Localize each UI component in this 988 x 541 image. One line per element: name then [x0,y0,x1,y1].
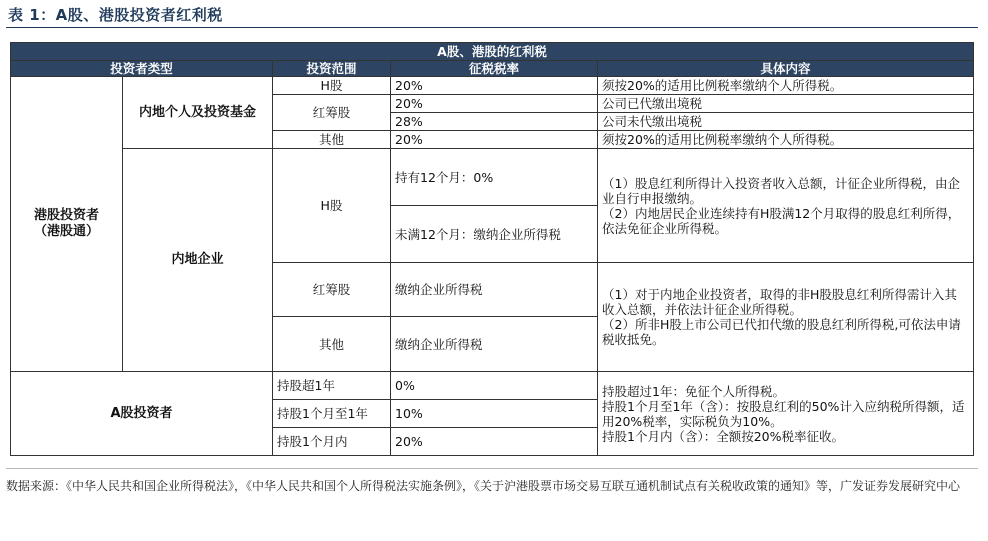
rate-cell: 缴纳企业所得税 [391,317,598,372]
rate-cell: 20% [391,77,598,95]
source-note: 数据来源：《中华人民共和国企业所得税法》，《中华人民共和国个人所得税法实施条例》，《关于沪港股票市场交易互联互通机制试点有关税收政策的通知》等，广发证券发展研究中心 [6,479,961,493]
rate-cell: 缴纳企业所得税 [391,263,598,317]
rate-cell: 20% [391,131,598,149]
scope-other: 其他 [273,317,391,372]
table-title: A股、港股的红利税 [11,43,974,61]
detail-cell: （1）股息红利所得计入投资者收入总额，计征企业所得税，由企业自行申报缴纳。 （2）内地居民企业连续持有H股满12个月取得的股息红利所得，依法免征企业所得税。 [598,149,974,263]
scope-other: 其他 [273,131,391,149]
table-header-row [11,61,974,77]
rate-cell: 持有12个月：0% [391,149,598,206]
table-row [11,149,974,206]
scope-red-chip: 红筹股 [273,263,391,317]
table-title-row [11,43,974,61]
detail-cell: （1）对于内地企业投资者，取得的非H股股息红利所得需计入其收入总额，并依法计征企业所得税。 （2）所非H股上市公司已代扣代缴的股息红利所得税,可依法申请税收抵免。 [598,263,974,372]
rate-cell: 10% [391,400,598,428]
header-investor-type: 投资者类型 [11,61,273,77]
detail-cell: 公司未代缴出境税 [598,113,974,131]
individual-investor-label: 内地个人及投资基金 [123,77,273,149]
header-scope: 投资范围 [273,61,391,77]
detail-cell: 公司已代缴出境税 [598,95,974,113]
rate-cell: 20% [391,95,598,113]
detail-cell: 持股超过1年：免征个人所得税。 持股1个月至1年（含）：按股息红利的50%计入应纳税所得额，适用20%税率，实际税负为10%。 持股1个月内（含）：全额按20%税率征收。 [598,372,974,456]
a-investor-label: A股投资者 [11,372,273,456]
table-row [11,372,974,400]
scope-h-share: H股 [273,149,391,263]
rate-cell: 28% [391,113,598,131]
rate-cell: 0% [391,372,598,400]
table-row [11,77,974,95]
table-caption: 表 1：A股、港股投资者红利税 [8,6,223,24]
rate-cell: 20% [391,428,598,456]
scope-h-share: H股 [273,77,391,95]
scope-hold-1m-1y: 持股1个月至1年 [273,400,391,428]
hk-investor-label: 港股投资者 （港股通） [11,77,123,372]
detail-cell: 须按20%的适用比例税率缴纳个人所得税。 [598,77,974,95]
header-tax-rate: 征税税率 [391,61,598,77]
source-divider [6,468,978,469]
enterprise-investor-label: 内地企业 [123,149,273,372]
detail-cell: 须按20%的适用比例税率缴纳个人所得税。 [598,131,974,149]
rate-cell: 未满12个月：缴纳企业所得税 [391,206,598,263]
scope-hold-over-1y: 持股超1年 [273,372,391,400]
dividend-tax-table [10,42,974,456]
scope-hold-under-1m: 持股1个月内 [273,428,391,456]
caption-divider [6,27,978,28]
header-details: 具体内容 [598,61,974,77]
scope-red-chip: 红筹股 [273,95,391,131]
